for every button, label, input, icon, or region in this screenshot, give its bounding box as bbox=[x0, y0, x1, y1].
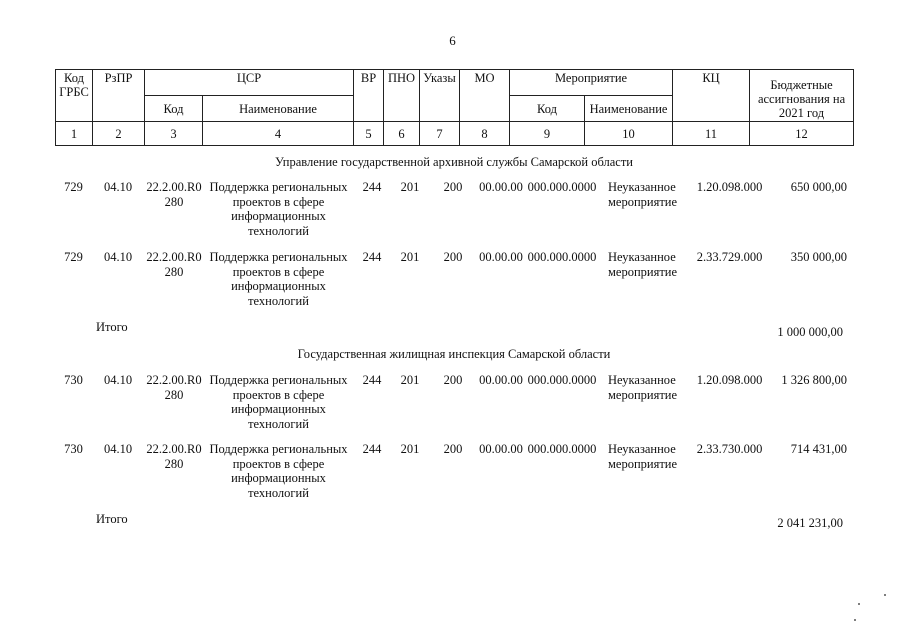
col-num-3: 3 bbox=[145, 122, 203, 146]
cell-kc: 1.20.098.000 bbox=[696, 180, 763, 194]
header-rzpr: РзПР bbox=[93, 70, 145, 122]
cell-rzpr: 04.10 bbox=[103, 250, 133, 264]
cell-ukazy: 200 bbox=[443, 180, 463, 194]
col-num-7: 7 bbox=[420, 122, 460, 146]
total-label: Итого bbox=[96, 320, 128, 334]
cell-name: Поддержка региональных проектов в сфере информационных технологий bbox=[209, 442, 348, 500]
cell-kc: 2.33.729.000 bbox=[696, 250, 763, 264]
header-budget: Бюджетные ассигнования на 2021 год bbox=[750, 70, 854, 122]
cell-mer-name: Неуказанное мероприятие bbox=[608, 180, 678, 209]
col-num-9: 9 bbox=[510, 122, 585, 146]
header-number-row bbox=[56, 122, 854, 146]
col-num-1: 1 bbox=[56, 122, 93, 146]
cell-csr: 22.2.00.R0280 bbox=[146, 250, 202, 279]
col-num-2: 2 bbox=[93, 122, 145, 146]
cell-mo: 00.00.00 bbox=[479, 250, 523, 264]
cell-grbs: 730 bbox=[64, 373, 83, 387]
header-kod-grbs: Код ГРБС bbox=[56, 70, 93, 122]
table-row bbox=[55, 442, 853, 512]
header-csr-kod: Код bbox=[145, 96, 203, 122]
cell-sum: 650 000,00 bbox=[790, 180, 847, 194]
cell-csr: 22.2.00.R0280 bbox=[146, 180, 202, 209]
col-num-6: 6 bbox=[384, 122, 420, 146]
cell-mer-name: Неуказанное мероприятие bbox=[608, 373, 678, 402]
page-number: 6 bbox=[449, 33, 456, 48]
cell-rzpr: 04.10 bbox=[103, 442, 133, 456]
cell-pno: 201 bbox=[400, 442, 420, 456]
table-row bbox=[55, 180, 853, 250]
cell-csr: 22.2.00.R0280 bbox=[146, 442, 202, 471]
header-kc: КЦ bbox=[673, 70, 750, 122]
cell-ukazy: 200 bbox=[443, 442, 463, 456]
header-csr: ЦСР bbox=[145, 70, 354, 96]
col-num-11: 11 bbox=[673, 122, 750, 146]
table-row bbox=[55, 373, 853, 443]
cell-vr: 244 bbox=[362, 180, 382, 194]
cell-rzpr: 04.10 bbox=[103, 373, 133, 387]
cell-sum: 714 431,00 bbox=[790, 442, 847, 456]
cell-sum: 350 000,00 bbox=[790, 250, 847, 264]
header-ukazy: Указы bbox=[420, 70, 460, 122]
header-meropriyatie: Мероприятие bbox=[510, 70, 673, 96]
cell-mer-kod: 000.000.0000 bbox=[527, 180, 597, 194]
scan-speck bbox=[884, 594, 886, 596]
cell-kc: 1.20.098.000 bbox=[696, 373, 763, 387]
cell-vr: 244 bbox=[362, 442, 382, 456]
cell-mer-kod: 000.000.0000 bbox=[527, 442, 597, 456]
scan-speck bbox=[854, 619, 856, 621]
header-vr: ВР bbox=[354, 70, 384, 122]
cell-vr: 244 bbox=[362, 250, 382, 264]
total-label: Итого bbox=[96, 512, 128, 526]
table-header bbox=[55, 69, 854, 146]
cell-name: Поддержка региональных проектов в сфере информационных технологий bbox=[209, 180, 348, 238]
cell-sum: 1 326 800,00 bbox=[781, 373, 847, 387]
total-value: 1 000 000,00 bbox=[777, 325, 843, 339]
cell-name: Поддержка региональных проектов в сфере информационных технологий bbox=[209, 250, 348, 308]
cell-ukazy: 200 bbox=[443, 373, 463, 387]
col-num-8: 8 bbox=[460, 122, 510, 146]
cell-vr: 244 bbox=[362, 373, 382, 387]
cell-mer-kod: 000.000.0000 bbox=[527, 250, 597, 264]
cell-csr: 22.2.00.R0280 bbox=[146, 373, 202, 402]
cell-mo: 00.00.00 bbox=[479, 373, 523, 387]
col-num-5: 5 bbox=[354, 122, 384, 146]
cell-mo: 00.00.00 bbox=[479, 180, 523, 194]
header-mo: МО bbox=[460, 70, 510, 122]
section-title: Государственная жилищная инспекция Самарской области bbox=[297, 347, 611, 361]
cell-pno: 201 bbox=[400, 180, 420, 194]
cell-pno: 201 bbox=[400, 373, 420, 387]
header-mer-kod: Код bbox=[510, 96, 585, 122]
cell-name: Поддержка региональных проектов в сфере информационных технологий bbox=[209, 373, 348, 431]
cell-kc: 2.33.730.000 bbox=[696, 442, 763, 456]
col-num-10: 10 bbox=[585, 122, 673, 146]
header-csr-name: Наименование bbox=[203, 96, 354, 122]
cell-pno: 201 bbox=[400, 250, 420, 264]
total-value: 2 041 231,00 bbox=[777, 516, 843, 530]
cell-grbs: 730 bbox=[64, 442, 83, 456]
cell-grbs: 729 bbox=[64, 180, 83, 194]
section-title: Управление государственной архивной службы Самарской области bbox=[275, 155, 633, 169]
cell-grbs: 729 bbox=[64, 250, 83, 264]
table-row bbox=[55, 250, 853, 320]
cell-rzpr: 04.10 bbox=[103, 180, 133, 194]
cell-mo: 00.00.00 bbox=[479, 442, 523, 456]
cell-mer-name: Неуказанное мероприятие bbox=[608, 250, 678, 279]
col-num-4: 4 bbox=[203, 122, 354, 146]
scan-speck bbox=[858, 603, 860, 605]
cell-ukazy: 200 bbox=[443, 250, 463, 264]
header-pno: ПНО bbox=[384, 70, 420, 122]
cell-mer-kod: 000.000.0000 bbox=[527, 373, 597, 387]
col-num-12: 12 bbox=[750, 122, 854, 146]
header-mer-name: Наименование bbox=[585, 96, 673, 122]
cell-mer-name: Неуказанное мероприятие bbox=[608, 442, 678, 471]
